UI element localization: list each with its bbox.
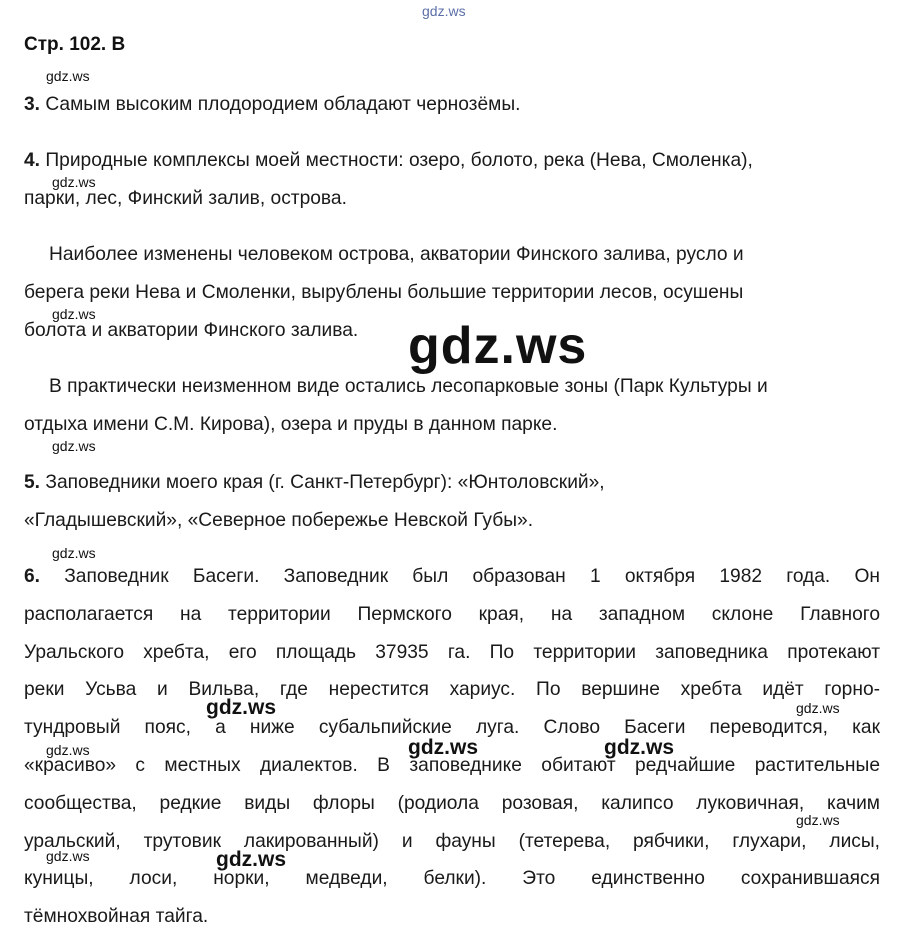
answer-text-line: В практически неизменном виде остались лесопарковые зоны (Парк Культуры и: [49, 376, 768, 397]
answer-text-line: тундровый пояс, а ниже субальпийские луга. Слово Басеги переводится, как: [24, 717, 880, 739]
watermark-medium: gdz.ws: [408, 736, 479, 759]
watermark-top: gdz.ws: [422, 3, 466, 19]
answer-text-line: болота и акватории Финского залива.: [24, 319, 359, 341]
watermark-small: gdz.ws: [796, 700, 840, 716]
answer-3: [24, 86, 880, 124]
answer-text-line: сообщества, редкие виды флоры (родиола розовая, калипсо луковичная, качим: [24, 792, 880, 814]
answer-4: [24, 142, 880, 218]
watermark-medium: gdz.ws: [604, 736, 675, 759]
answer-number: 4.: [24, 150, 41, 171]
answer-text-line: Природные комплексы моей местности: озеро, болото, река (Нева, Смоленка),: [45, 150, 753, 171]
answer-text-line: отдыха имени С.М. Кирова), озера и пруды в данном парке.: [24, 413, 558, 435]
answer-text-line: уральский, трутовик лакированный) и фауны (тетерева, рябчики, глухари, лисы,: [24, 830, 880, 852]
watermark-small: gdz.ws: [52, 545, 96, 561]
answer-text-line: реки Усьва и Вильва, где нерестится хариус. По вершине хребта идёт горно-: [24, 679, 880, 701]
watermark-medium: gdz.ws: [206, 696, 277, 719]
watermark-small: gdz.ws: [796, 812, 840, 828]
answer-text: Самым высоким плодородием обладают чернозёмы.: [45, 94, 521, 115]
answer-number: 6.: [24, 566, 41, 587]
answer-text-line: парки, лес, Финский залив, острова.: [24, 187, 347, 209]
answer-text-line: располагается на территории Пермского края, на западном склоне Главного: [24, 603, 880, 625]
watermark-small: gdz.ws: [46, 68, 90, 84]
watermark-big: gdz.ws: [408, 317, 588, 375]
answer-number: 5.: [24, 472, 41, 493]
answer-text-line: Наиболее изменены человеком острова, акватории Финского залива, русло и: [49, 244, 744, 265]
answer-text-line: Уральского хребта, его площадь 37935 га. По территории заповедника протекают: [24, 641, 880, 663]
answer-text-line: Заповедники моего края (г. Санкт-Петербург): «Юнтоловский»,: [45, 472, 605, 493]
watermark-small: gdz.ws: [52, 174, 96, 190]
watermark-small: gdz.ws: [46, 848, 90, 864]
answer-text-line: берега реки Нева и Смоленки, вырублены большие территории лесов, осушены: [24, 281, 744, 303]
answer-text-line: «красиво» с местных диалектов. В заповеднике обитают редчайшие растительные: [24, 754, 880, 776]
watermark-small: gdz.ws: [46, 742, 90, 758]
watermark-medium: gdz.ws: [216, 848, 287, 871]
answer-number: 3.: [24, 94, 41, 115]
answer-text-line: «Гладышевский», «Северное побережье Невской Губы».: [24, 509, 534, 531]
watermark-small: gdz.ws: [52, 438, 96, 454]
page-heading: Стр. 102. В: [24, 34, 126, 55]
answer-text-line: куницы, лоси, норки, медведи, белки). Это единственно сохранившаяся: [24, 868, 880, 890]
answer-4-paragraph-3: [24, 368, 880, 444]
answer-text-line: Заповедник Басеги. Заповедник был образован 1 октября 1982 года. Он: [64, 566, 880, 587]
watermark-small: gdz.ws: [52, 306, 96, 322]
answer-text-line: тёмнохвойная тайга.: [24, 906, 209, 928]
answer-5: [24, 464, 880, 540]
